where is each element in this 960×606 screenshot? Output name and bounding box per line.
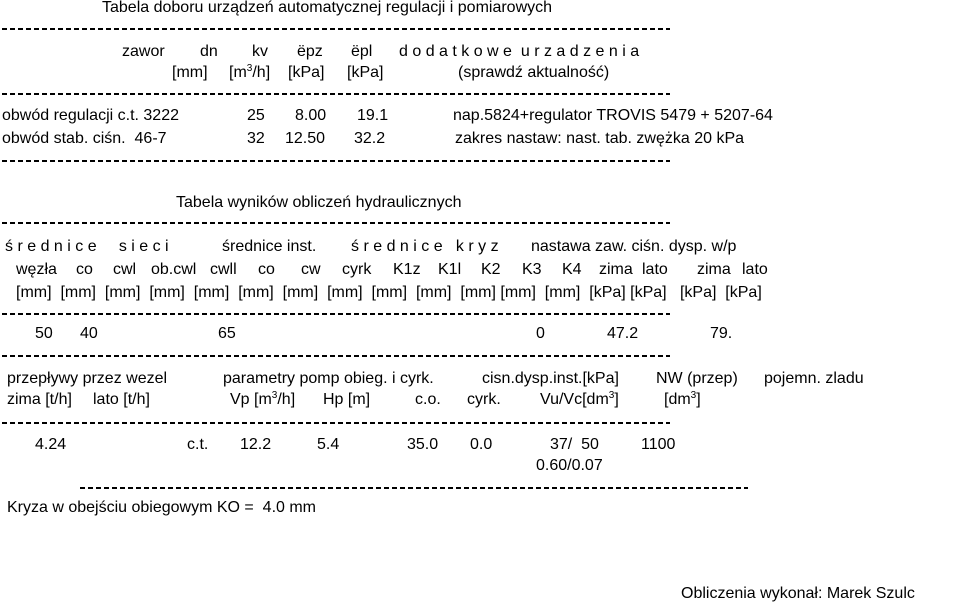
col-header-kv: kv xyxy=(252,43,268,60)
hdr-cw: cw xyxy=(301,261,321,278)
hdr-co-param: c.o. xyxy=(415,391,441,408)
divider xyxy=(2,355,670,357)
page-title: Tabela doboru urządzeń automatycznej regulacji i pomiarowych xyxy=(102,0,553,16)
hdr-srednice-sieci: ś r e d n i c e s i e c i xyxy=(5,238,169,255)
hdr-zima-th: zima [t/h] xyxy=(7,391,72,408)
flow-hp: 5.4 xyxy=(317,436,340,453)
flow-zima: 4.24 xyxy=(35,436,67,453)
hdr-parametry: parametry pomp obieg. i cyrk. xyxy=(223,370,434,387)
flow-poj: 1100 xyxy=(641,436,676,453)
result-v1: 50 xyxy=(35,325,53,342)
hdr-co2: co xyxy=(258,261,275,278)
flow-vp: 12.2 xyxy=(240,436,272,453)
result-v5: 47.2 xyxy=(607,325,639,342)
hdr-co: co xyxy=(76,261,93,278)
hdr-k1l: K1l xyxy=(438,261,462,278)
col-header-zawor: zawor xyxy=(122,43,165,60)
hdr-nastawa: nastawa zaw. ciśn. dysp. w/p xyxy=(531,238,737,255)
hdr-obcwl: ob.cwl xyxy=(151,261,197,278)
hdr-lato-th: lato [t/h] xyxy=(93,391,150,408)
author-note: Obliczenia wykonał: Marek Szulc xyxy=(681,585,915,602)
unit-mm: [mm] xyxy=(172,64,208,81)
unit-m3h: $[m^3/h]$ xyxy=(229,63,271,81)
flow-cyrk: 0.0 xyxy=(470,436,493,453)
unit-kpa-epz: [kPa] xyxy=(288,64,325,81)
divider xyxy=(2,422,670,424)
note-sprawdz: (sprawdź aktualność) xyxy=(458,64,610,81)
result-v3: 65 xyxy=(218,325,236,342)
hdr-vuvc: $Vu/Vc[dm^3]$ xyxy=(540,390,619,408)
hdr-pojemn: pojemn. zladu xyxy=(764,370,864,387)
flow-co: 35.0 xyxy=(407,436,439,453)
row-stab-name: obwód stab. ciśn. 46-7 xyxy=(2,130,167,147)
hdr-wezla: węzła xyxy=(16,261,57,278)
row-regulacji-dn: 25 xyxy=(247,107,265,124)
hdr-srednice-kryz: ś r e d n i c e k r y z xyxy=(351,238,499,255)
hdr-k2: K2 xyxy=(481,261,501,278)
hdr-k4: K4 xyxy=(562,261,582,278)
flow-ct: c.t. xyxy=(187,436,209,453)
section-title-hydraulic: Tabela wyników obliczeń hydraulicznych xyxy=(176,194,462,211)
divider xyxy=(80,487,748,489)
hdr-cwll: cwll xyxy=(210,261,237,278)
row-regulacji-epz: 19.1 xyxy=(357,107,389,124)
hdr-cwl: cwl xyxy=(113,261,137,278)
result-v6: 79. xyxy=(710,325,733,342)
row-stab-dn: 32 xyxy=(247,130,265,147)
flow-nw: 37/ 50 xyxy=(550,436,599,453)
hdr-zima2: zima xyxy=(697,261,731,278)
hdr-cyrk-param: cyrk. xyxy=(467,391,501,408)
hdr-lato2: lato xyxy=(742,261,768,278)
hdr-cyrk: cyrk xyxy=(342,261,372,278)
col-header-dn: dn xyxy=(200,43,218,60)
row-regulacji-kv: 8.00 xyxy=(295,107,327,124)
kryza-note: Kryza w obejściu obiegowym KO = 4.0 mm xyxy=(7,499,317,516)
row-stab-kv: 12.50 xyxy=(285,130,326,147)
result-v4: 0 xyxy=(536,325,545,342)
row-regulacji-extra: nap.5824+regulator TROVIS 5479 + 5207-64 xyxy=(453,107,773,124)
hdr-vp: Vp $[m^3/h]$ xyxy=(230,390,296,408)
hdr-lato: lato xyxy=(642,261,668,278)
hdr-srednice-inst: średnice inst. xyxy=(222,238,317,255)
flow-vuvc: 0.60/0.07 xyxy=(536,457,603,474)
hdr-dm3: $[dm^3]$ xyxy=(664,390,701,408)
hdr-k1z: K1z xyxy=(393,261,421,278)
divider xyxy=(2,313,670,315)
hdr-cisn: cisn.dysp.inst.[kPa] xyxy=(482,370,619,387)
row-regulacji-name: obwód regulacji c.t. 3222 xyxy=(2,107,179,124)
hdr-zima: zima xyxy=(599,261,633,278)
divider xyxy=(2,28,670,30)
divider xyxy=(2,93,670,95)
divider xyxy=(2,222,670,224)
row-stab-epz: 32.2 xyxy=(354,130,386,147)
hdr-units: [mm] [mm] [mm] [mm] [mm] [mm] [mm] [mm] [mm] [mm] [mm] [mm] [mm] [kPa] [kPa] [kPa] [kPa] xyxy=(16,284,762,301)
row-stab-extra: zakres nastaw: nast. tab. zwężka 20 kPa xyxy=(455,130,745,147)
col-header-dodatkowe: d o d a t k o w e u r z a d z e n i a xyxy=(399,43,640,60)
col-header-epl: ëpl xyxy=(351,43,373,60)
col-header-epz: ëpz xyxy=(297,43,323,60)
result-v2: 40 xyxy=(80,325,98,342)
hdr-nw: NW (przep) xyxy=(656,370,738,387)
hdr-hp: Hp [m] xyxy=(323,391,371,408)
hdr-k3: K3 xyxy=(522,261,542,278)
unit-kpa-epl: [kPa] xyxy=(347,64,384,81)
hdr-przeplywy: przepływy przez wezel xyxy=(7,370,168,387)
divider xyxy=(2,160,670,162)
